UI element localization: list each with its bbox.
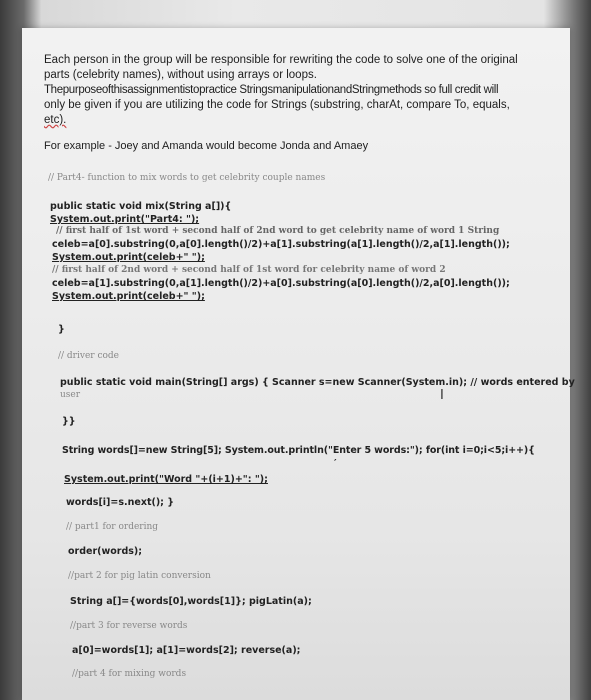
code-line: String a[]={words[0],words[1]}; pigLatin(a); (70, 596, 312, 607)
code-line: celeb=a[0].substring(0,a[0].length()/2)+a[1].substring(a[1].length()/2,a[1].length()); (52, 239, 510, 250)
code-comment: // driver code (58, 351, 119, 361)
code-line: String words[]=new String[5]; System.out.println("Enter 5 words:"); for(int i=0;i<5;i++){ (62, 445, 535, 456)
code-comment: //part 4 for mixing words (72, 669, 187, 679)
code-comment: // first half of 1st word + second half of 2nd word to get celebrity name of word 1 String (56, 226, 500, 236)
code-line: } (58, 324, 65, 335)
code-line: a[0]=words[1]; a[1]=words[2]; reverse(a); (72, 645, 301, 656)
document-page (22, 28, 575, 700)
code-comment: //part 2 for pig latin conversion (68, 571, 211, 581)
code-line: }} (62, 416, 76, 427)
code-comment: //part 3 for reverse words (70, 621, 188, 631)
caret-mark: ′ (334, 458, 337, 469)
example-line: For example - Joey and Amanda would become Jonda and Amaey (44, 140, 369, 152)
code-line: order(words); (68, 546, 143, 557)
intro-line-2: parts (celebrity names), without using arrays or loops. (44, 69, 317, 81)
code-line: words[i]=s.next(); } (66, 497, 175, 508)
code-comment: user (60, 390, 81, 400)
intro-line-4: only be given if you are utilizing the code for Strings (substring, charAt, compare To, equals, (44, 99, 510, 111)
code-line: System.out.print(celeb+" "); (52, 291, 205, 302)
text-cursor-icon: I (440, 388, 444, 403)
code-comment: // Part4- function to mix words to get celebrity couple names (48, 173, 326, 183)
code-line: System.out.print("Word "+(i+1)+": "); (64, 474, 268, 485)
code-line: public static void mix(String a[]){ (50, 201, 232, 212)
code-line: System.out.print(celeb+" "); (52, 252, 205, 263)
intro-line-5: etc). (44, 114, 67, 126)
code-comment: // first half of 2nd word + second half of 1st word for celebrity name of word 2 (52, 265, 446, 275)
intro-line-1: Each person in the group will be responsible for rewriting the code to solve one of the original (44, 54, 518, 66)
code-line: public static void main(String[] args) { Scanner s=new Scanner(System.in); // words entered by (60, 377, 575, 388)
code-line: System.out.print("Part4: "); (50, 214, 200, 225)
intro-line-3: Thepurposeofthisassignmentistopractice StringsmanipulationandStringmethods so full credit will (44, 84, 499, 96)
code-comment: // part1 for ordering (66, 522, 159, 532)
code-line: celeb=a[1].substring(0,a[1].length()/2)+a[0].substring(a[0].length()/2,a[0].length()); (52, 278, 510, 289)
